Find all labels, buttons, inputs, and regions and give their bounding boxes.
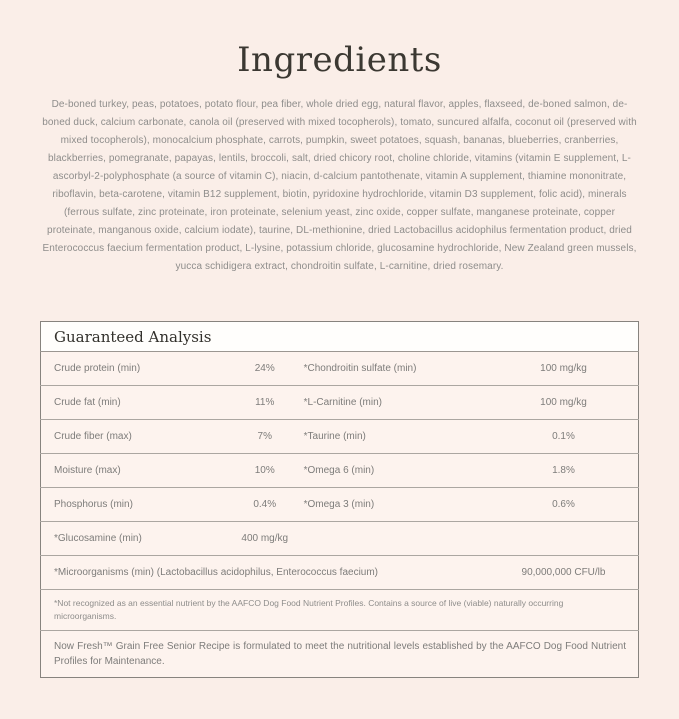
table-row bbox=[41, 386, 639, 420]
nutrient-value: 24% bbox=[226, 352, 304, 386]
aafco-statement-row bbox=[41, 631, 639, 678]
aafco-statement-text: Now Fresh™ Grain Free Senior Recipe is formulated to meet the nutritional levels established by the AAFCO Dog Food Nutrient Profiles for Maintenance. bbox=[41, 631, 639, 678]
guaranteed-analysis-header-row bbox=[41, 322, 639, 352]
nutrient-value: 10% bbox=[226, 454, 304, 488]
nutrient-label: *L-Carnitine (min) bbox=[304, 386, 489, 420]
nutrient-value: 90,000,000 CFU/lb bbox=[489, 556, 639, 590]
table-row bbox=[41, 352, 639, 386]
nutrient-value: 7% bbox=[226, 420, 304, 454]
guaranteed-analysis-title: Guaranteed Analysis bbox=[41, 322, 639, 352]
nutrient-label: *Taurine (min) bbox=[304, 420, 489, 454]
nutrient-label: *Omega 6 (min) bbox=[304, 454, 489, 488]
ingredients-paragraph: De-boned turkey, peas, potatoes, potato flour, pea fiber, whole dried egg, natural flavor, apples, flaxseed, de-boned salmon, de-boned duck, calcium carbonate, canola oil (preserved with mixed tocopherols), tomato, suncured alfalfa, coconut oil (preserved with mixed tocopherols), monocalcium phosphate, carrots, pumpkin, sweet potatoes, squash, bananas, blueberries, cranberries, blackberries, pomegranate, papayas, lentils, broccoli, salt, dried chicory root, choline chloride, vitamins (vitamin E supplement, L-ascorbyl-2-polyphosphate (a source of vitamin C), niacin, d-calcium pantothenate, vitamin A supplement, thiamine mononitrate, riboflavin, beta-carotene, vitamin B12 supplement, biotin, pyridoxine hydrochloride, vitamin D3 supplement, folic acid), minerals (ferrous sulfate, zinc proteinate, iron proteinate, selenium yeast, zinc oxide, copper sulfate, manganese proteinate, copper proteinate, manganous oxide, calcium iodate), taurine, DL-methionine, dried Lactobacillus acidophilus fermentation product, dried Enterococcus faecium fermentation product, L-lysine, potassium chloride, glucosamine hydrochloride, New Zealand green mussels, yucca schidigera extract, chondroitin sulfate, L-carnitine, dried rosemary. bbox=[42, 99, 637, 272]
table-row bbox=[41, 420, 639, 454]
label-page bbox=[0, 40, 679, 719]
nutrient-label: *Chondroitin sulfate (min) bbox=[304, 352, 489, 386]
nutrient-label: Crude fat (min) bbox=[41, 386, 226, 420]
footnote-text: *Not recognized as an essential nutrient by the AAFCO Dog Food Nutrient Profiles. Contains a source of live (viable) naturally occurring microorganisms. bbox=[41, 590, 639, 631]
nutrient-value: 0.4% bbox=[226, 488, 304, 522]
nutrient-value: 0.6% bbox=[489, 488, 639, 522]
nutrient-value bbox=[489, 522, 639, 556]
nutrient-value: 1.8% bbox=[489, 454, 639, 488]
nutrient-value: 100 mg/kg bbox=[489, 386, 639, 420]
nutrient-label: *Glucosamine (min) bbox=[41, 522, 226, 556]
nutrient-label: Crude protein (min) bbox=[41, 352, 226, 386]
footnote-row bbox=[41, 590, 639, 631]
table-row bbox=[41, 454, 639, 488]
nutrient-value: 0.1% bbox=[489, 420, 639, 454]
nutrient-label: Phosphorus (min) bbox=[41, 488, 226, 522]
nutrient-label: *Omega 3 (min) bbox=[304, 488, 489, 522]
guaranteed-analysis-table bbox=[40, 321, 639, 678]
nutrient-value: 100 mg/kg bbox=[489, 352, 639, 386]
page-title: Ingredients bbox=[237, 40, 442, 80]
nutrient-value: 400 mg/kg bbox=[226, 522, 304, 556]
table-row bbox=[41, 522, 639, 556]
nutrient-label bbox=[304, 522, 489, 556]
nutrient-label: *Microorganisms (min) (Lactobacillus acidophilus, Enterococcus faecium) bbox=[41, 556, 489, 590]
nutrient-value: 11% bbox=[226, 386, 304, 420]
nutrient-label: Crude fiber (max) bbox=[41, 420, 226, 454]
microorganisms-row bbox=[41, 556, 639, 590]
nutrient-label: Moisture (max) bbox=[41, 454, 226, 488]
table-row bbox=[41, 488, 639, 522]
